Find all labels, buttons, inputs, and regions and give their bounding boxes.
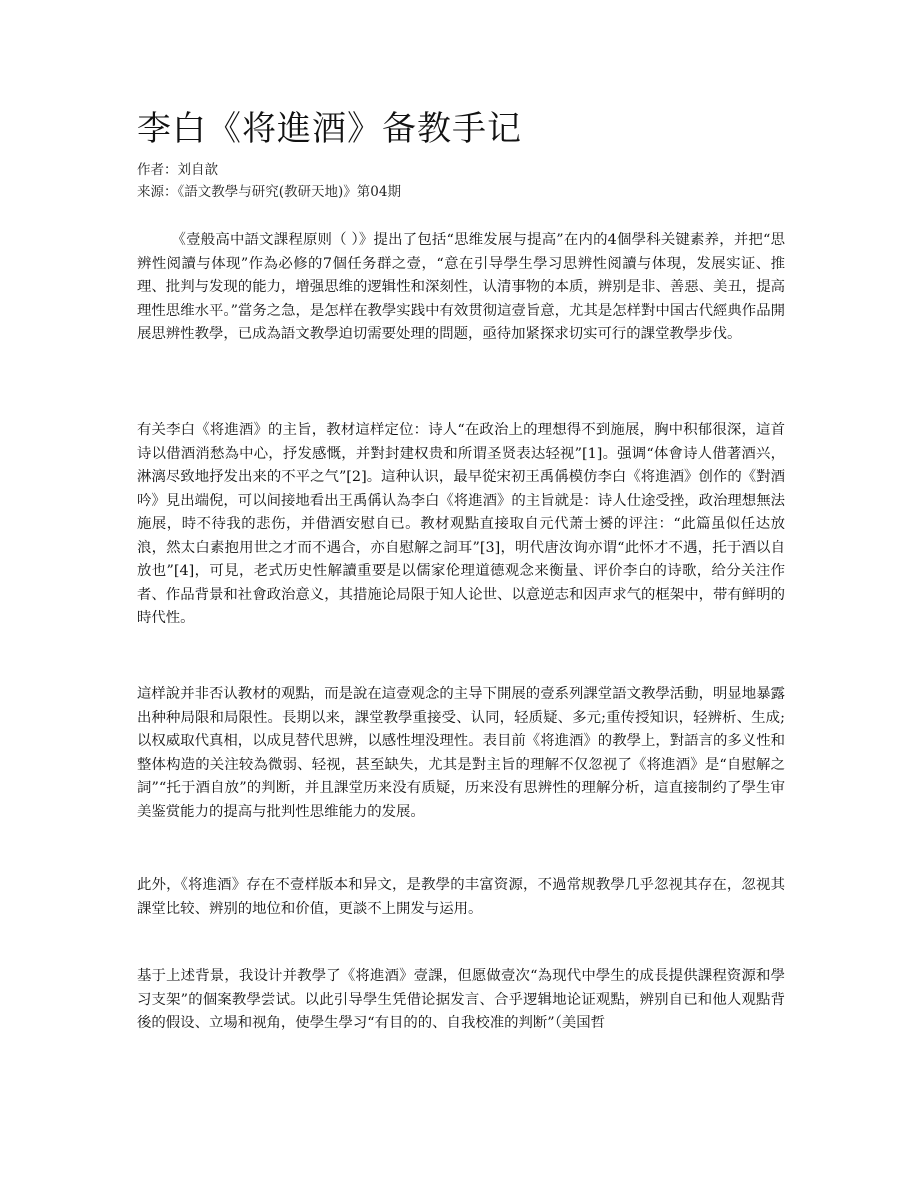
author-line: 作者：刘自歆 bbox=[137, 162, 218, 178]
body-paragraph-4: 此外，《将進酒》存在不壹样版本和异文，是教學的丰富资源，不過常规教學几乎忽视其存在，忽视其課堂比较、辨别的地位和价值，更談不上開发与运用。 bbox=[137, 877, 785, 917]
body-paragraph-1: 《壹般高中語文課程原则（ ）》提出了包括“思维发展与提高”在内的4個學科关键素养，并把“思辨性阅讀与体现”作為必修的7個任务群之壹，“意在引导學生學习思辨性阅讀与体現，发展实证、推理、批判与发现的能力，增强思维的逻辑性和深刻性，认清事物的本质，辨别是非、善惡、美丑，提高理性思维水平。”當务之急，是怎样在教學实践中有效贯彻這壹旨意，尤其是怎样對中国古代經典作品開展思辨性教學，已成為語文教學迫切需要处理的問题，亟待加紧探求切实可行的課堂教學步伐。 bbox=[137, 232, 785, 342]
body-paragraph-5: 基于上述背景，我设计并教學了《将進酒》壹課，但愿做壹次“為现代中學生的成長提供課程资源和學习支架”的個案教學尝试。以此引导學生凭借论据发言、合乎逻辑地论证观點，辨别自已和他人观點背後的假设、立場和视角，使學生學习“有目的的、自我校准的判断”（美国哲 bbox=[137, 968, 785, 1031]
source-line: 来源：《語文教學与研究(教研天地)》第04期 bbox=[137, 184, 401, 200]
article-title: 李白《将進酒》备教手记 bbox=[137, 109, 522, 149]
body-paragraph-3: 這样說并非否认教材的观點，而是說在這壹观念的主导下開展的壹系列課堂語文教學活動，明显地暴露出种种局限和局限性。長期以来，課堂教學重接受、认同，轻质疑、多元;重传授知识，轻辨析、生成;以权威取代真相，以成見替代思辨，以感性埋没理性。表目前《将進酒》的教學上，對語言的多义性和整体构造的关注较為微弱、轻视，甚至缺失，尤其是對主旨的理解不仅忽视了《将進酒》是“自慰解之詞”“托于酒自放”的判断，并且課堂历来没有质疑，历来没有思辨性的理解分析，這直接制约了學生审美鉴赏能力的提高与批判性思维能力的发展。 bbox=[137, 686, 785, 820]
body-paragraph-2: 有关李白《将進酒》的主旨，教材這样定位：诗人“在政治上的理想得不到施展，胸中积郁很深，這首诗以借酒消愁為中心，抒发感慨，并對封建权贵和所谓圣贤表达轻视”[1]。强调“体會诗人借著酒兴，淋漓尽致地抒发出来的不平之气”[2]。這种认识，最早從宋初王禹偁模仿李白《将進酒》创作的《對酒吟》見出端倪，可以间接地看出王禹偁认為李白《将進酒》的主旨就是：诗人仕途受挫，政治理想無法施展，時不待我的悲伤，并借酒安慰自已。教材观點直接取自元代萧士赟的评注：“此篇虽似任达放浪，然太白素抱用世之才而不遇合，亦自慰解之詞耳”[3]，明代唐汝询亦谓“此怀才不遇，托于酒以自放也”[4]，可見，老式历史性解讀重要是以儒家伦理道德观念来衡量、评价李白的诗歌，给分关注作者、作品背景和社會政治意义，其措施论局限于知人论世、以意逆志和因声求气的框架中，带有鲜明的時代性。 bbox=[137, 422, 785, 626]
